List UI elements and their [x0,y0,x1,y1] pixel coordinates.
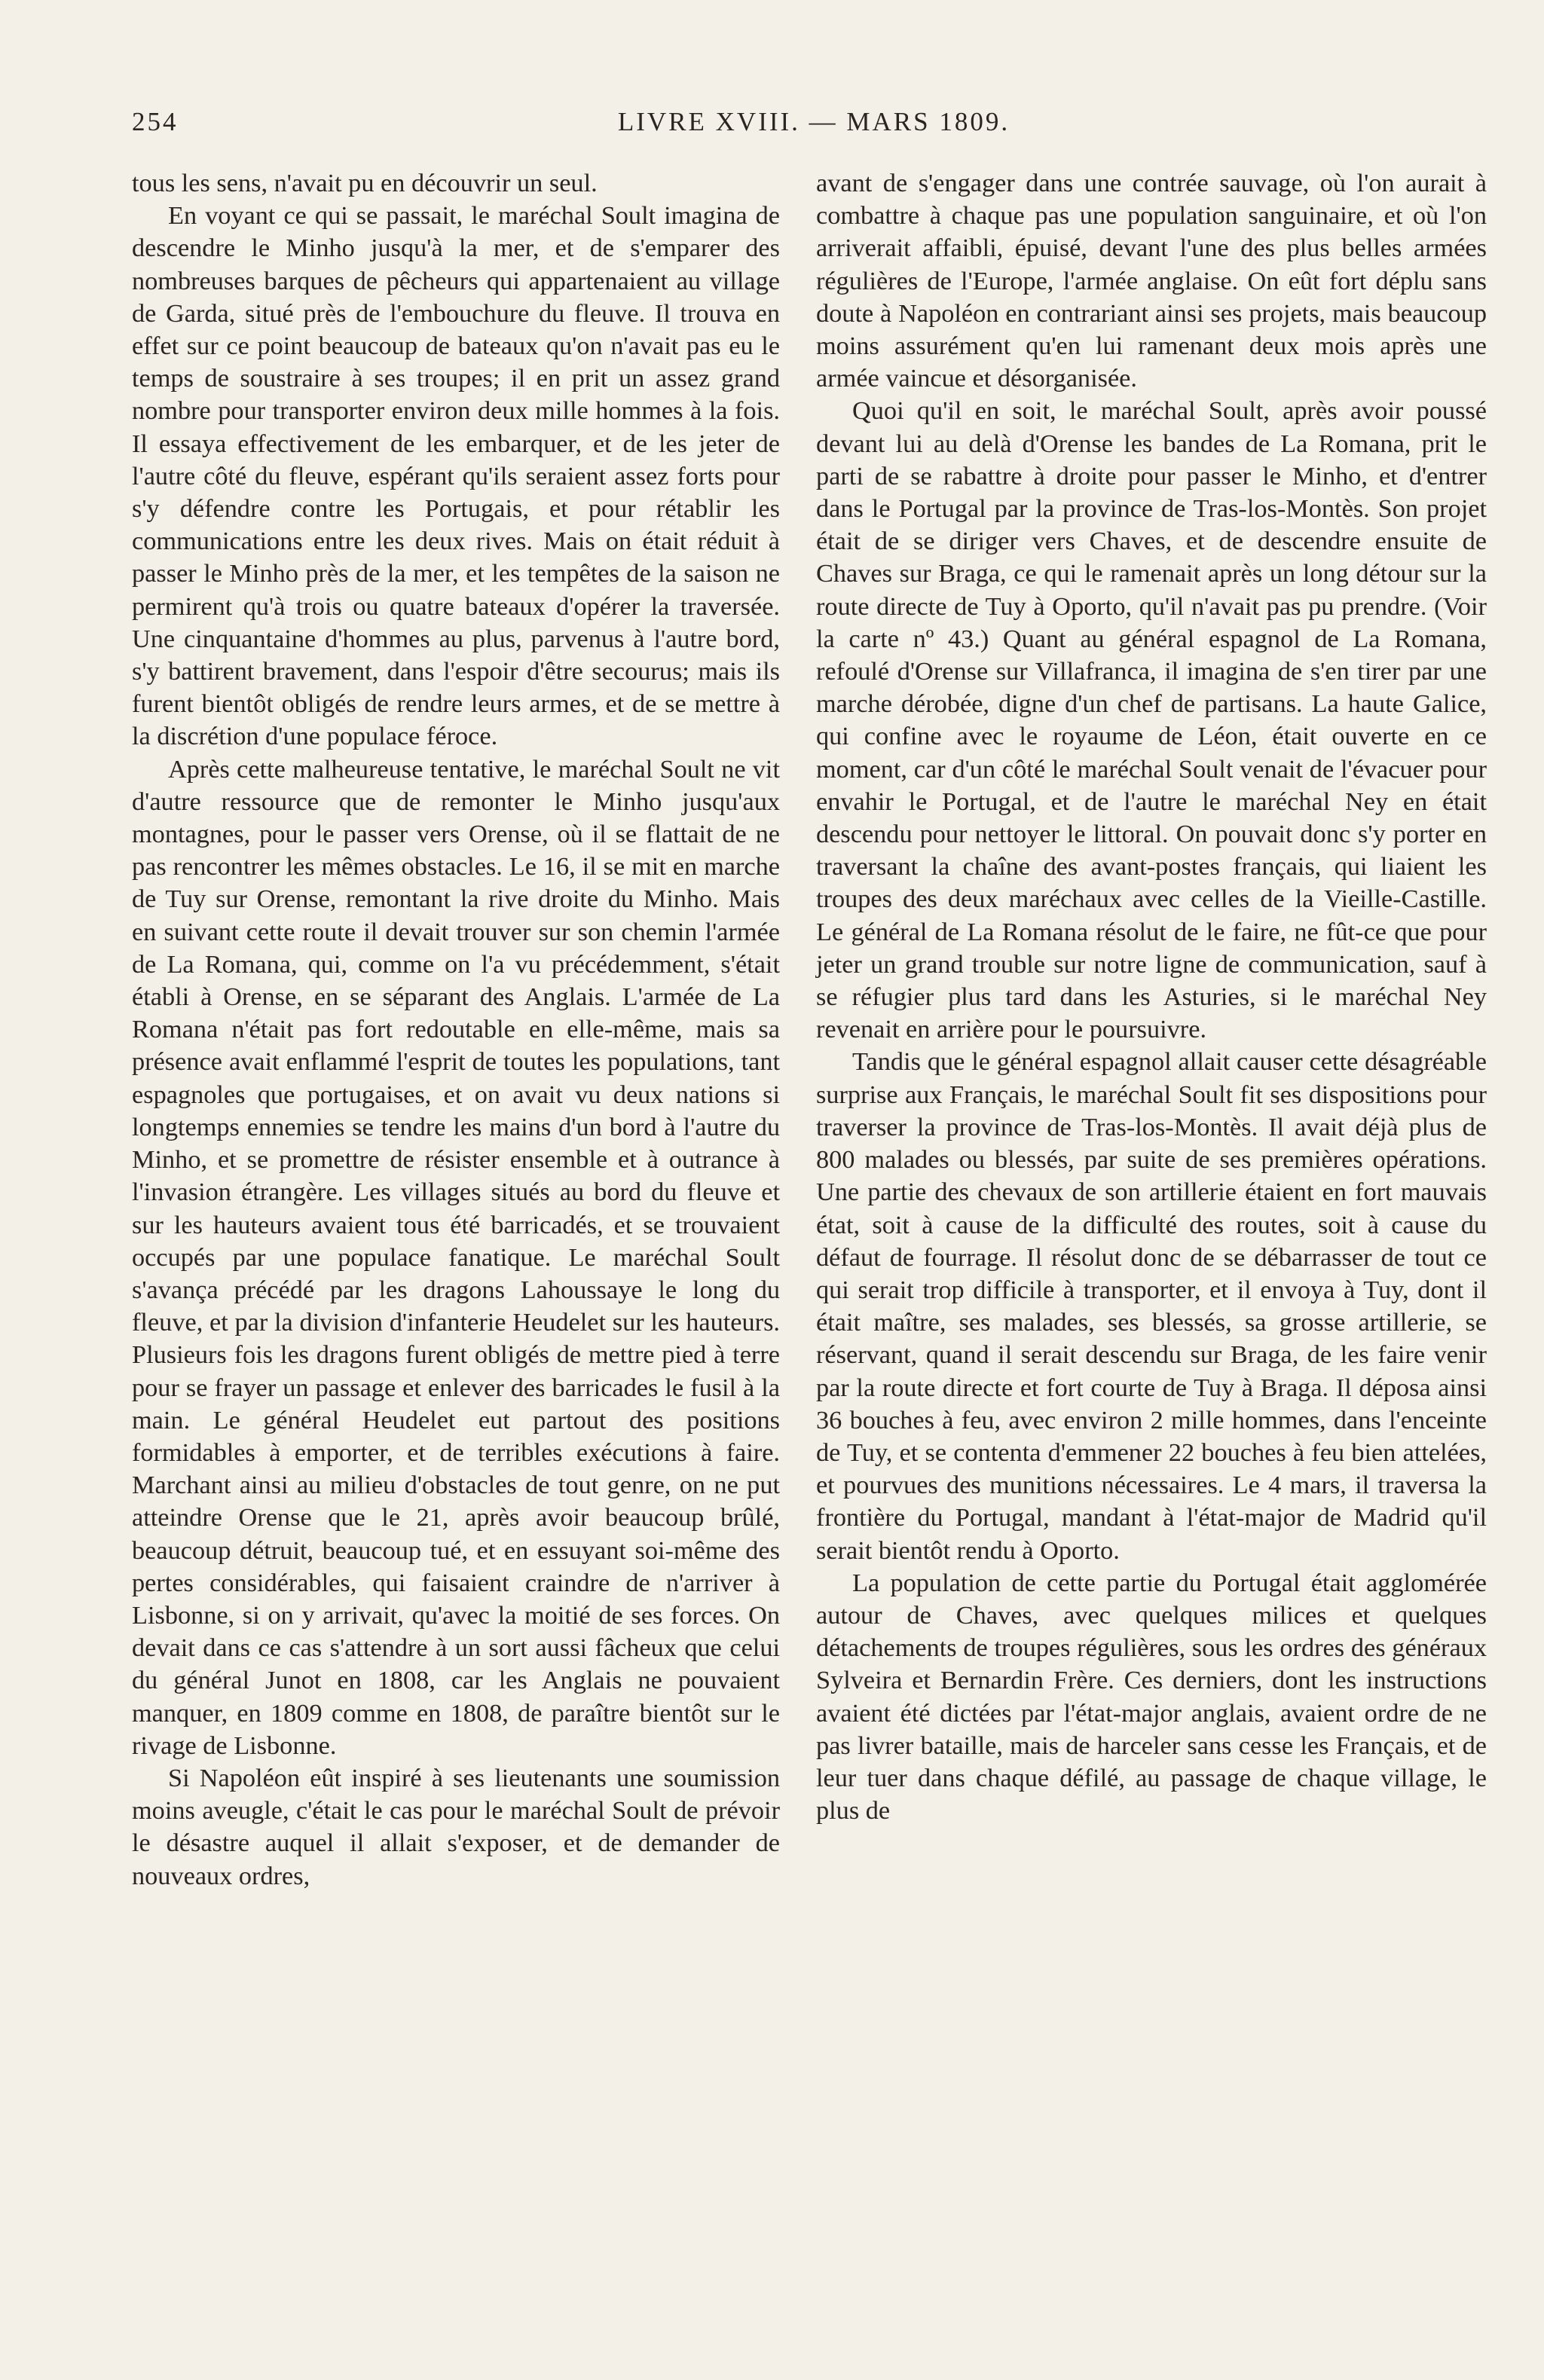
paragraph: Quoi qu'il en soit, le maréchal Soult, après avoir poussé devant lui au delà d'Orense les bandes de La Romana, prit le parti de se rabattre à droite pour passer le Minho, et d'entrer dans le Portugal par la province de Tras-los-Montès. Son projet était de se diriger vers Chaves, et de descendre ensuite de Chaves sur Braga, ce qui le ramenait après un long détour sur la route directe de Tuy à Oporto, qu'il n'avait pas pu prendre. (Voir la carte nº 43.) Quant au général espagnol de La Romana, refoulé d'Orense sur Villafranca, il imagina de s'en tirer par une marche dérobée, digne d'un chef de partisans. La haute Galice, qui confine avec le royaume de Léon, était ouverte en ce moment, car d'un côté le maréchal Soult venait de l'évacuer pour envahir le Portugal, et de l'autre le maréchal Ney en était descendu pour nettoyer le littoral. On pouvait donc s'y porter en traversant la chaîne des avant-postes français, qui liaient les troupes des deux maréchaux avec celles de la Vieille-Castille. Le général de La Romana résolut de le faire, ne fût-ce que pour jeter un grand trouble sur notre ligne de communication, sauf à se réfugier plus tard dans les Asturies, si le maréchal Ney revenait en arrière pour le poursuivre. [816,396,1487,1044]
page-header [132,107,1496,152]
paragraph: avant de s'engager dans une contrée sauvage, où l'on aurait à combattre à chaque pas une population sanguinaire, et où l'on arriverait affaibli, épuisé, devant l'une des plus belles armées régulières de l'Europe, l'armée anglaise. On eût fort déplu sans doute à Napoléon en contrariant ainsi ses projets, mais beaucoup moins assurément qu'en lui ramenant deux mois après une armée vaincue et désorganisée. [816,169,1487,393]
left-column [132,167,780,1893]
paragraph: Après cette malheureuse tentative, le maréchal Soult ne vit d'autre ressource que de remonter le Minho jusqu'aux montagnes, pour le passer vers Orense, où il se flattait de ne pas rencontrer les mêmes obstacles. Le 16, il se mit en marche de Tuy sur Orense, remontant la rive droite du Minho. Mais en suivant cette route il devait trouver sur son chemin l'armée de La Romana, qui, comme on l'a vu précédemment, s'était établi à Orense, en se séparant des Anglais. L'armée de La Romana n'était pas fort redoutable en elle-même, mais sa présence avait enflammé l'esprit de toutes les populations, tant espagnoles que portugaises, et on avait vu deux nations si longtemps ennemies se tendre les mains d'un bord à l'autre du Minho, et se promettre de résister ensemble et à outrance à l'invasion étrangère. Les villages situés au bord du fleuve et sur les hauteurs avaient tous été barricadés, et se trouvaient occupés par une populace fanatique. Le maréchal Soult s'avança précédé par les dragons Lahoussaye le long du fleuve, et par la division d'infanterie Heudelet sur les hauteurs. Plusieurs fois les dragons furent obligés de mettre pied à terre pour se frayer un passage et enlever des barricades le fusil à la main. Le général Heudelet eut partout des positions formidables à emporter, et de terribles exécutions à faire. Marchant ainsi au milieu d'obstacles de tout genre, on ne put atteindre Orense que le 21, après avoir beaucoup brûlé, beaucoup détruit, beaucoup tué, et en essuyant soi-même des pertes considérables, qui faisaient craindre de n'arriver à Lisbonne, si on y arrivait, qu'avec la moitié de ses forces. On devait dans ce cas s'attendre à un sort aussi fâcheux que celui du général Junot en 1808, car les Anglais ne pouvaient manquer, en 1809 comme en 1808, de paraître bientôt sur le rivage de Lisbonne. [132,754,780,1760]
page-number: 254 [132,107,179,136]
paragraph: Si Napoléon eût inspiré à ses lieutenants une soumission moins aveugle, c'était le cas pour le maréchal Soult de prévoir le désastre auquel il allait s'exposer, et de demander de nouveaux ordres, [132,1763,780,1890]
paragraph: Tandis que le général espagnol allait causer cette désagréable surprise aux Français, le maréchal Soult fit ses dispositions pour traverser la province de Tras-los-Montès. Il avait déjà plus de 800 malades ou blessés, par suite de ses premières opérations. Une partie des chevaux de son artillerie étaient en fort mauvais état, soit à cause de la difficulté des routes, soit à cause du défaut de fourrage. Il résolut donc de se débarrasser de tout ce qui serait trop difficile à transporter, et il envoya à Tuy, dont il était maître, ses malades, ses blessés, sa grosse artillerie, se réservant, quand il serait descendu sur Braga, de les faire venir par la route directe et fort courte de Tuy à Braga. Il déposa ainsi 36 bouches à feu, avec environ 2 mille hommes, dans l'enceinte de Tuy, et se contenta d'emmener 22 bouches à feu bien attelées, et pourvues des munitions nécessaires. Le 4 mars, il traversa la frontière du Portugal, mandant à l'état-major de Madrid qu'il serait bientôt rendu à Oporto. [816,1047,1487,1565]
right-column [816,167,1487,1827]
paragraph: En voyant ce qui se passait, le maréchal Soult imagina de descendre le Minho jusqu'à la mer, et de s'emparer des nombreuses barques de pêcheurs qui appartenaient au village de Garda, situé près de l'embouchure du fleuve. Il trouva en effet sur ce point beaucoup de bateaux qu'on n'avait pas eu le temps de soustraire à ses troupes; il en prit un assez grand nombre pour transporter environ deux mille hommes à la fois. Il essaya effectivement de les embarquer, et de les jeter de l'autre côté du fleuve, espérant qu'ils seraient assez forts pour s'y défendre contre les Portugais, et pour rétablir les communications entre les deux rives. Mais on était réduit à passer le Minho près de la mer, et les tempêtes de la saison ne permirent qu'à trois ou quatre bateaux d'opérer la traversée. Une cinquantaine d'hommes au plus, parvenus à l'autre bord, s'y battirent bravement, dans l'espoir d'être secourus; mais ils furent bientôt obligés de rendre leurs armes, et de se mettre à la discrétion d'une populace féroce. [132,201,780,751]
paragraph: La population de cette partie du Portugal était agglomérée autour de Chaves, avec quelques milices et quelques détachements de troupes régulières, sous les ordres des généraux Sylveira et Bernardin Frère. Ces derniers, dont les instructions avaient été dictées par l'état-major anglais, avaient ordre de ne pas livrer bataille, mais de harceler sans cesse les Français, et de leur tuer dans chaque défilé, au passage de chaque village, le plus de [816,1568,1487,1825]
paragraph: tous les sens, n'avait pu en découvrir un seul. [132,169,598,197]
running-title: LIVRE XVIII. — MARS 1809. [617,107,1010,136]
